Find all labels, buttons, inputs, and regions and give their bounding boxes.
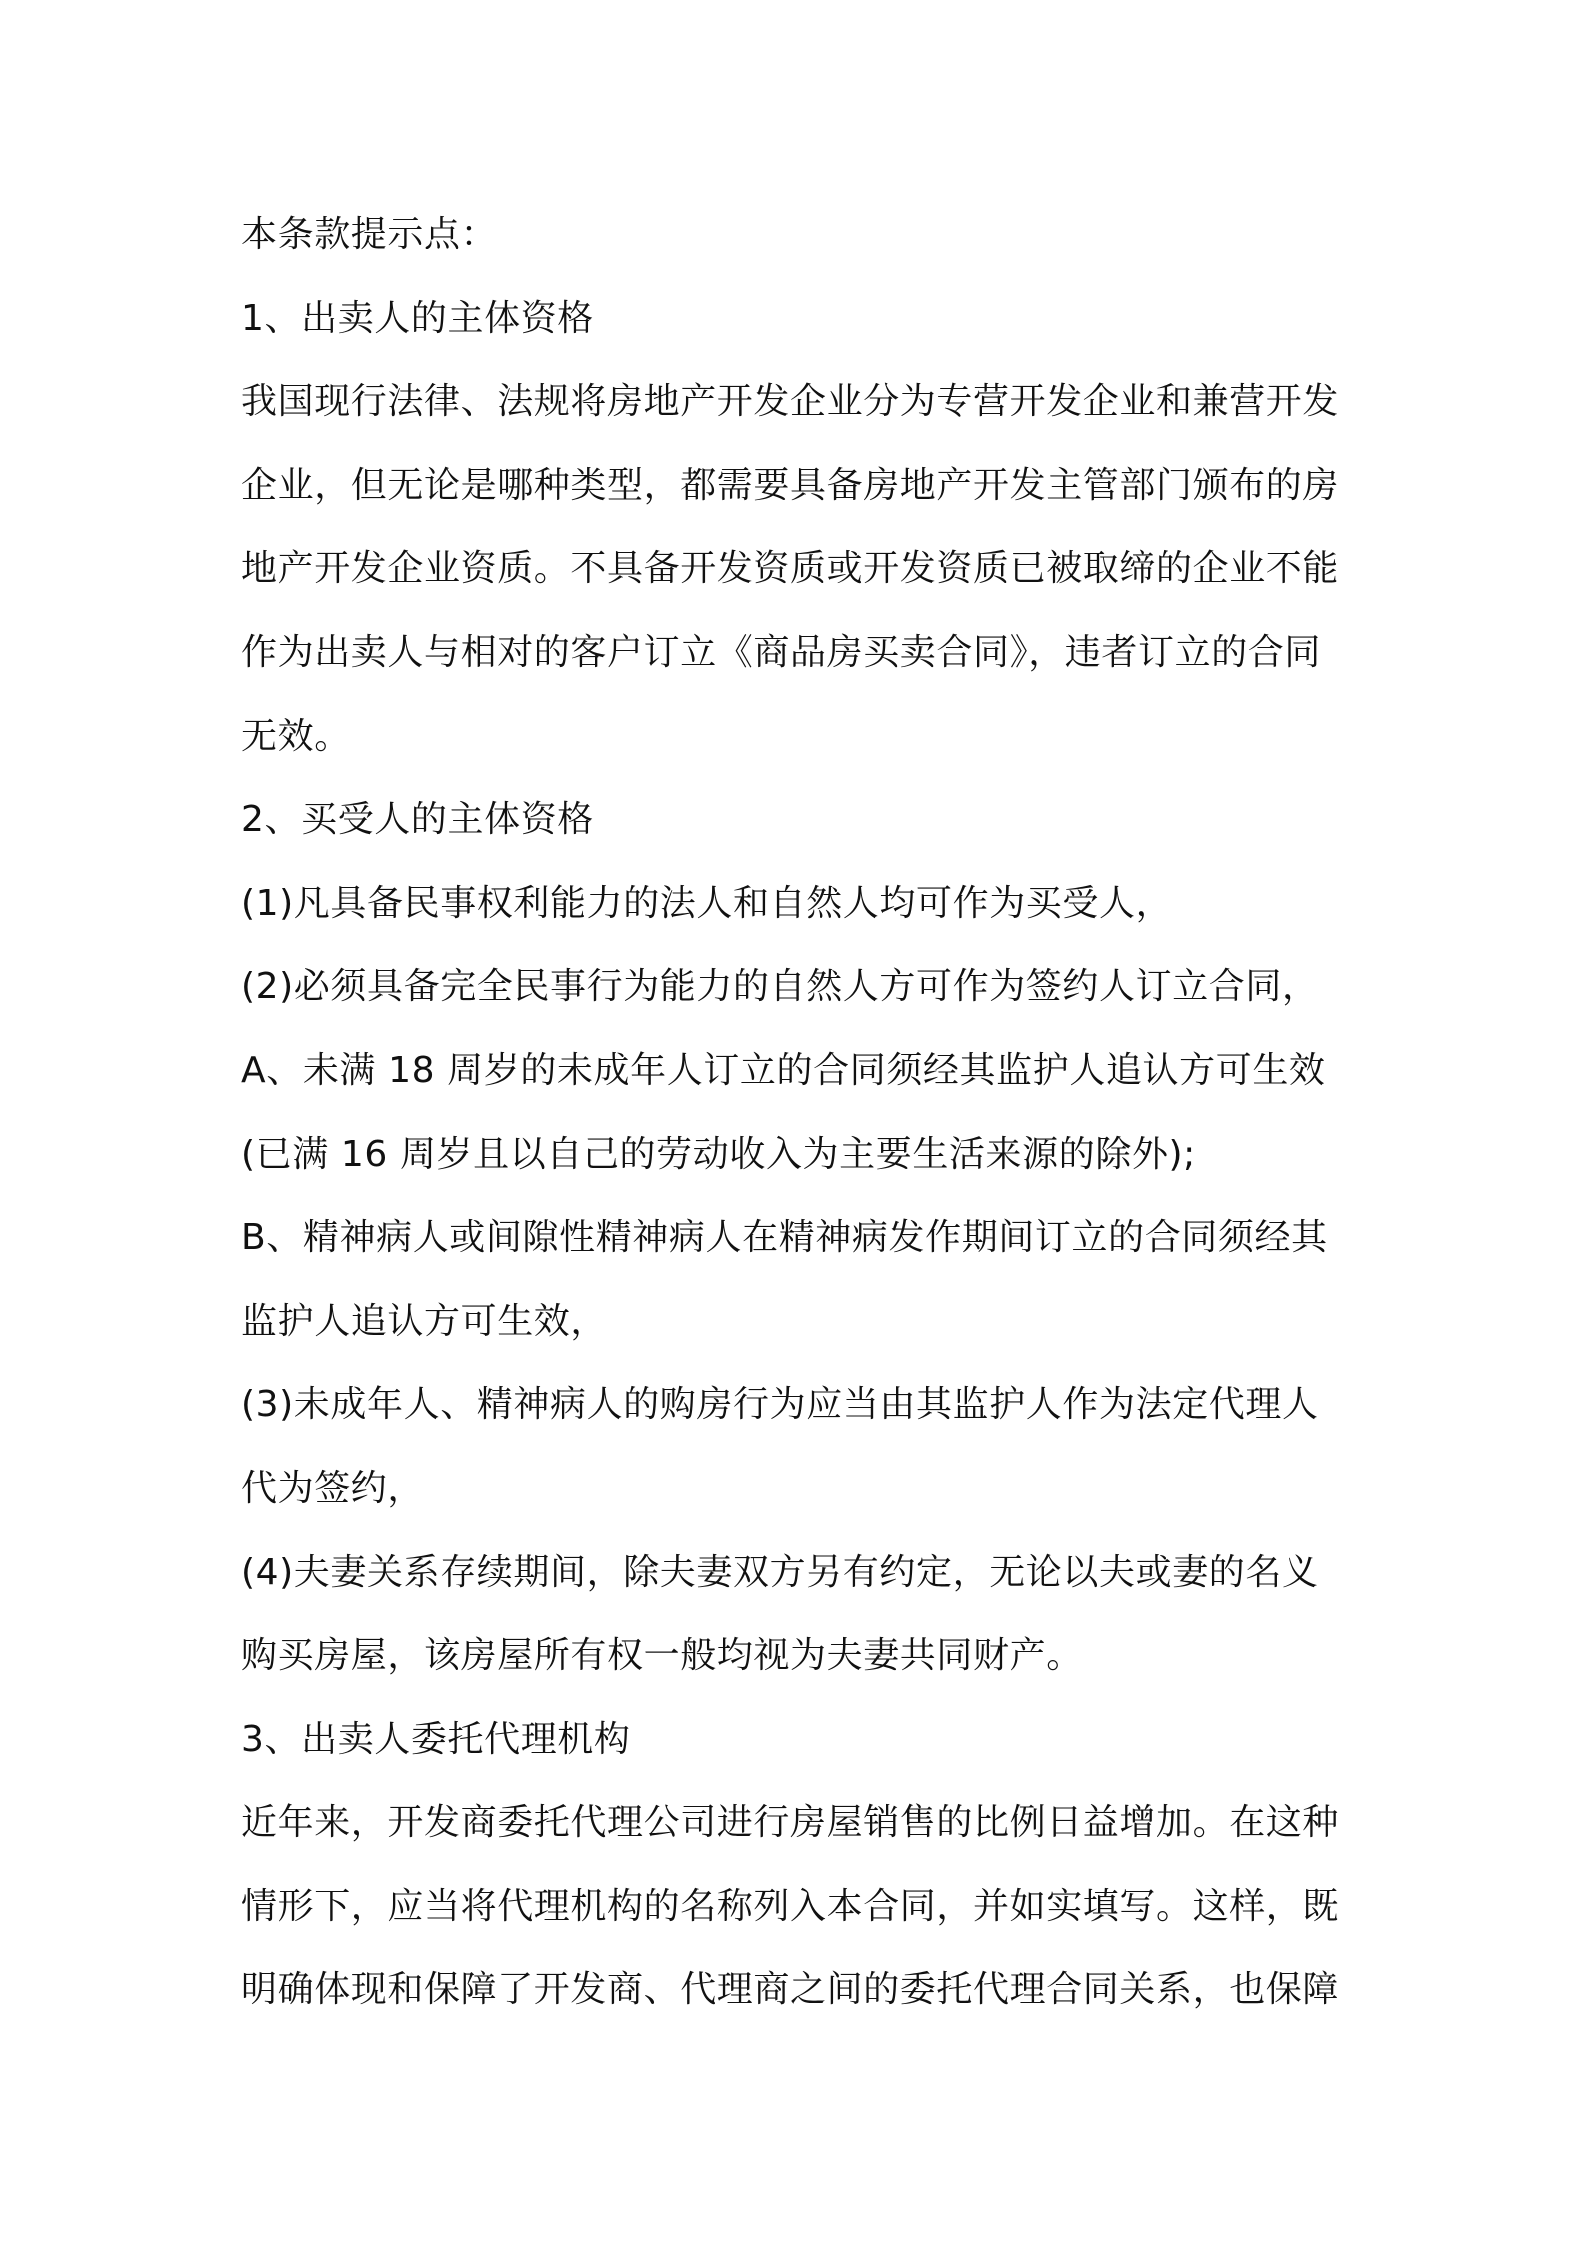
paragraph-line: 情形下，应当将代理机构的名称列入本合同，并如实填写。这样，既 [241,1885,1340,1927]
subsection-heading-2: 2、买受人的主体资格 [241,799,594,841]
document-body [241,193,1361,2032]
list-item: 购买房屋，该房屋所有权一般均视为夫妻共同财产。 [241,1635,1083,1677]
list-item: (3)未成年人、精神病人的购房行为应当由其监护人作为法定代理人 [241,1384,1319,1426]
list-item: A、未满 18 周岁的未成年人订立的合同须经其监护人追认方可生效 [241,1049,1326,1091]
list-item: (4)夫妻关系存续期间，除夫妻双方另有约定，无论以夫或妻的名义 [241,1551,1319,1593]
list-item: 监护人追认方可生效， [241,1300,608,1342]
paragraph-line: 企业，但无论是哪种类型，都需要具备房地产开发主管部门颁布的房 [241,464,1340,506]
list-item: B、精神病人或间隙性精神病人在精神病发作期间订立的合同须经其 [241,1217,1328,1259]
paragraph-line: 地产开发企业资质。不具备开发资质或开发资质已被取缔的企业不能 [241,548,1340,590]
subsection-heading-1: 1、出卖人的主体资格 [241,297,594,339]
paragraph-line: 无效。 [241,715,351,757]
paragraph-line: 明确体现和保障了开发商、代理商之间的委托代理合同关系，也保障 [241,1969,1340,2011]
list-item: (1)凡具备民事权利能力的法人和自然人均可作为买受人， [241,882,1173,924]
paragraph-line: 近年来，开发商委托代理公司进行房屋销售的比例日益增加。在这种 [241,1802,1340,1844]
subsection-heading-3: 3、出卖人委托代理机构 [241,1718,631,1760]
paragraph-line: 作为出卖人与相对的客户订立《商品房买卖合同》，违者订立的合同 [241,631,1322,673]
list-item: (2)必须具备完全民事行为能力的自然人方可作为签约人订立合同， [241,966,1319,1008]
list-item: (已满 16 周岁且以自己的劳动收入为主要生活来源的除外); [241,1133,1196,1175]
list-item: 代为签约， [241,1467,425,1509]
section-heading: 本条款提示点： [241,214,498,255]
paragraph-line: 我国现行法律、法规将房地产开发企业分为专营开发企业和兼营开发 [241,381,1340,423]
